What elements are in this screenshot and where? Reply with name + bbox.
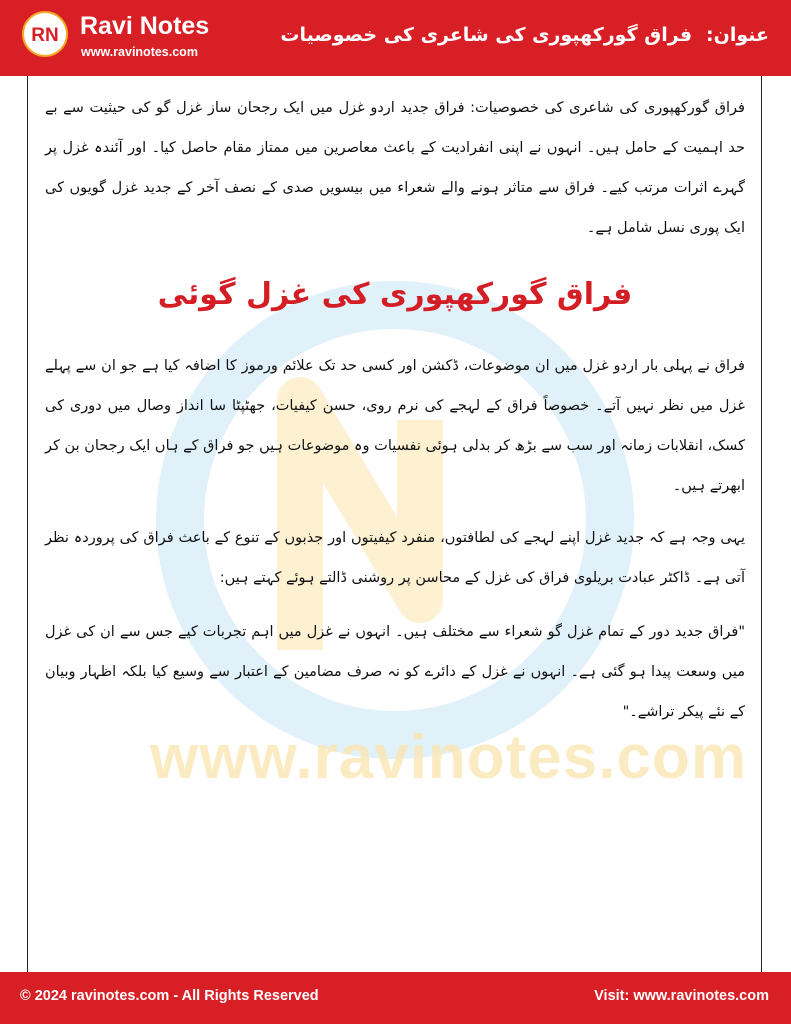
footer-copyright: © 2024 ravinotes.com - All Rights Reserved	[20, 988, 319, 1004]
brand-url[interactable]: www.ravinotes.com	[81, 45, 198, 59]
title-label: عنوان:	[706, 24, 769, 46]
title-text: فراق گورکھپوری کی شاعری کی خصوصیات	[280, 24, 693, 46]
quote-paragraph: "فراق جدید دور کے تمام غزل گو شعراء سے مختلف ہیں۔ انہوں نے غزل میں اہم تجربات کیے جس سے ان کی غزل میں وسعت پیدا ہو گئی ہے۔ انہوں نے غزل کے دائرے کو نہ صرف مضامین کے اعتبار سے وسیع کیا بلکہ اظہار وبیان کے نئے پیکر تراشے۔"	[45, 624, 745, 720]
article-body	[45, 88, 745, 732]
intro-paragraph: فراق گورکھپوری کی شاعری کی خصوصیات: فراق جدید اردو غزل میں ایک رجحان ساز غزل گو کی حیثیت سے بے حد اہمیت کے حامل ہیں۔ انہوں نے اپنی انفرادیت کے باعث معاصرین میں ممتاز مقام حاصل کیا۔ اور آئندہ غزل پر گہرے اثرات مرتب کیے۔ فراق سے متاثر ہونے والے شعراء میں بیسویں صدی کے نصف آخر کے جدید غزل گویوں کی ایک پوری نسل شامل ہے۔	[45, 100, 745, 236]
rn-logo-icon	[24, 13, 66, 55]
paragraph-1: فراق نے پہلی بار اردو غزل میں ان موضوعات، ڈکشن اور کسی حد تک علائم ورموز کا اضافہ کیا ہے جو ان سے پہلے غزل میں نظر نہیں آتے۔ خصوصاً فراق کے لہجے کی نرم روی، حسن کیفیات، جھٹپٹا سا انداز وصال میں دوری کی کسک، انقلابات زمانہ اور سب سے بڑھ کر بدلی ہوئی نفسیات وہ موضوعات ہیں جو فراق کے ہاں ایک رجحان بن کر ابھرتے ہیں۔	[45, 358, 745, 494]
watermark-url: www.ravinotes.com	[150, 723, 747, 792]
page-title	[280, 22, 769, 48]
brand-name[interactable]: Ravi Notes	[80, 12, 210, 40]
section-heading: فراق گورکھپوری کی غزل گوئی	[157, 277, 633, 312]
brand-logo[interactable]	[22, 11, 68, 57]
paragraph-2: یہی وجہ ہے کہ جدید غزل اپنے لہجے کی لطافتوں، منفرد کیفیتوں اور جذبوں کے تنوع کے باعث فراق کی پروردہ نظر آتی ہے۔ ڈاکٹر عبادت بریلوی فراق کی غزل کے محاسن پر روشنی ڈالتے ہوئے کہتے ہیں:	[45, 530, 745, 586]
logo-letters: RN	[31, 25, 59, 46]
header-bar	[0, 0, 791, 76]
footer-bar	[0, 972, 791, 1024]
footer-visit-link[interactable]: Visit: www.ravinotes.com	[594, 988, 769, 1004]
